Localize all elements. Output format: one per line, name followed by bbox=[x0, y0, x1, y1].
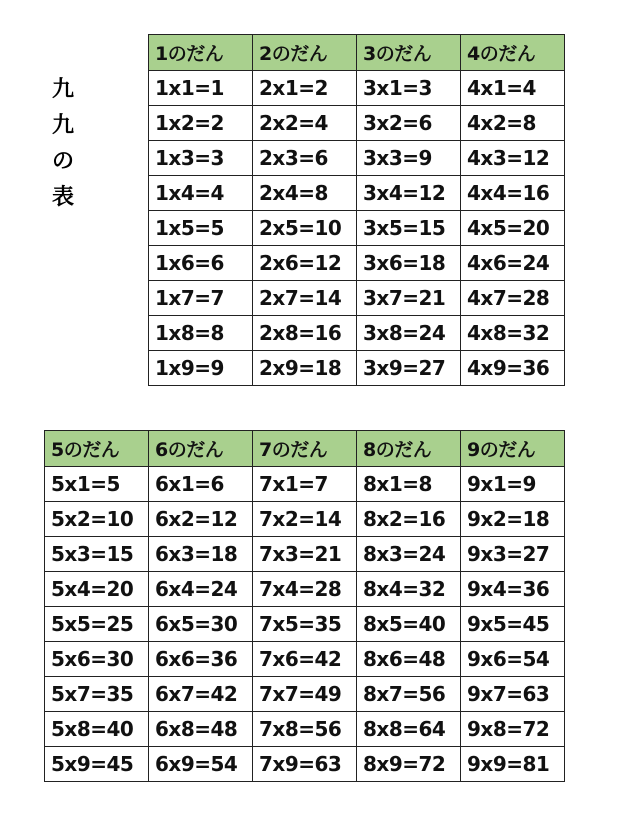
header-row bbox=[149, 35, 565, 71]
table-cell: 3x5=15 bbox=[357, 211, 461, 246]
title-char: の bbox=[51, 149, 74, 174]
table-cell: 4x8=32 bbox=[461, 316, 565, 351]
table-cell: 3x2=6 bbox=[357, 106, 461, 141]
table-cell: 2x1=2 bbox=[253, 71, 357, 106]
multiplication-table-1-to-4 bbox=[148, 34, 565, 386]
column-header: 8のだん bbox=[357, 431, 461, 467]
table-cell: 4x5=20 bbox=[461, 211, 565, 246]
table-cell: 1x2=2 bbox=[149, 106, 253, 141]
table-cell: 9x7=63 bbox=[461, 677, 565, 712]
table-cell: 2x7=14 bbox=[253, 281, 357, 316]
table-cell: 9x3=27 bbox=[461, 537, 565, 572]
table-row bbox=[45, 572, 565, 607]
table-cell: 8x7=56 bbox=[357, 677, 461, 712]
table-cell: 1x1=1 bbox=[149, 71, 253, 106]
table-cell: 9x6=54 bbox=[461, 642, 565, 677]
table-cell: 6x4=24 bbox=[149, 572, 253, 607]
table-cell: 7x9=63 bbox=[253, 747, 357, 782]
table-cell: 1x9=9 bbox=[149, 351, 253, 386]
table-cell: 2x8=16 bbox=[253, 316, 357, 351]
table-cell: 1x5=5 bbox=[149, 211, 253, 246]
table-row bbox=[149, 106, 565, 141]
table-cell: 8x1=8 bbox=[357, 467, 461, 502]
table-cell: 9x2=18 bbox=[461, 502, 565, 537]
table-cell: 6x5=30 bbox=[149, 607, 253, 642]
table-cell: 5x5=25 bbox=[45, 607, 149, 642]
table-cell: 2x6=12 bbox=[253, 246, 357, 281]
table-row bbox=[45, 607, 565, 642]
table-cell: 4x7=28 bbox=[461, 281, 565, 316]
table-cell: 3x6=18 bbox=[357, 246, 461, 281]
table-cell: 6x2=12 bbox=[149, 502, 253, 537]
table-row bbox=[45, 747, 565, 782]
column-header: 1のだん bbox=[149, 35, 253, 71]
table-cell: 7x6=42 bbox=[253, 642, 357, 677]
table-cell: 6x6=36 bbox=[149, 642, 253, 677]
table-cell: 7x5=35 bbox=[253, 607, 357, 642]
title-char: 九 bbox=[51, 113, 74, 138]
table-row bbox=[45, 467, 565, 502]
table-cell: 5x6=30 bbox=[45, 642, 149, 677]
table-cell: 5x3=15 bbox=[45, 537, 149, 572]
table-row bbox=[149, 176, 565, 211]
table-cell: 2x9=18 bbox=[253, 351, 357, 386]
table-cell: 1x7=7 bbox=[149, 281, 253, 316]
table-cell: 4x9=36 bbox=[461, 351, 565, 386]
table-cell: 9x9=81 bbox=[461, 747, 565, 782]
table-row bbox=[149, 316, 565, 351]
table-cell: 3x9=27 bbox=[357, 351, 461, 386]
table-cell: 7x3=21 bbox=[253, 537, 357, 572]
column-header: 2のだん bbox=[253, 35, 357, 71]
table-cell: 6x3=18 bbox=[149, 537, 253, 572]
table-cell: 4x1=4 bbox=[461, 71, 565, 106]
table-cell: 5x4=20 bbox=[45, 572, 149, 607]
table-row bbox=[149, 211, 565, 246]
table-cell: 9x8=72 bbox=[461, 712, 565, 747]
table-cell: 6x8=48 bbox=[149, 712, 253, 747]
multiplication-table-5-to-9 bbox=[44, 430, 565, 782]
table-cell: 6x9=54 bbox=[149, 747, 253, 782]
table-cell: 9x4=36 bbox=[461, 572, 565, 607]
header-row bbox=[45, 431, 565, 467]
table-cell: 1x3=3 bbox=[149, 141, 253, 176]
table-cell: 4x6=24 bbox=[461, 246, 565, 281]
table-row bbox=[149, 351, 565, 386]
table-cell: 4x4=16 bbox=[461, 176, 565, 211]
table-cell: 3x8=24 bbox=[357, 316, 461, 351]
table-cell: 8x2=16 bbox=[357, 502, 461, 537]
table-cell: 2x4=8 bbox=[253, 176, 357, 211]
table-cell: 5x7=35 bbox=[45, 677, 149, 712]
table-cell: 9x1=9 bbox=[461, 467, 565, 502]
table-cell: 3x7=21 bbox=[357, 281, 461, 316]
table-cell: 2x3=6 bbox=[253, 141, 357, 176]
table-cell: 8x4=32 bbox=[357, 572, 461, 607]
column-header: 4のだん bbox=[461, 35, 565, 71]
table-cell: 4x3=12 bbox=[461, 141, 565, 176]
column-header: 6のだん bbox=[149, 431, 253, 467]
table-row bbox=[45, 502, 565, 537]
table-cell: 8x3=24 bbox=[357, 537, 461, 572]
table-cell: 3x4=12 bbox=[357, 176, 461, 211]
table-cell: 8x5=40 bbox=[357, 607, 461, 642]
table-cell: 5x8=40 bbox=[45, 712, 149, 747]
table-cell: 3x1=3 bbox=[357, 71, 461, 106]
table-cell: 7x2=14 bbox=[253, 502, 357, 537]
table-cell: 5x2=10 bbox=[45, 502, 149, 537]
table-cell: 5x9=45 bbox=[45, 747, 149, 782]
column-header: 7のだん bbox=[253, 431, 357, 467]
table-cell: 6x7=42 bbox=[149, 677, 253, 712]
table-cell: 1x6=6 bbox=[149, 246, 253, 281]
table-row bbox=[149, 71, 565, 106]
table-row bbox=[45, 712, 565, 747]
table-cell: 3x3=9 bbox=[357, 141, 461, 176]
column-header: 9のだん bbox=[461, 431, 565, 467]
table-row bbox=[149, 141, 565, 176]
table-row bbox=[45, 537, 565, 572]
table-cell: 5x1=5 bbox=[45, 467, 149, 502]
title-char: 表 bbox=[51, 185, 74, 210]
table-cell: 7x7=49 bbox=[253, 677, 357, 712]
table-cell: 1x8=8 bbox=[149, 316, 253, 351]
table-cell: 6x1=6 bbox=[149, 467, 253, 502]
table-cell: 8x8=64 bbox=[357, 712, 461, 747]
column-header: 3のだん bbox=[357, 35, 461, 71]
table-cell: 8x6=48 bbox=[357, 642, 461, 677]
table-cell: 9x5=45 bbox=[461, 607, 565, 642]
table-cell: 7x1=7 bbox=[253, 467, 357, 502]
page-title bbox=[48, 72, 78, 216]
table-cell: 4x2=8 bbox=[461, 106, 565, 141]
table-row bbox=[45, 642, 565, 677]
table-cell: 7x4=28 bbox=[253, 572, 357, 607]
table-cell: 2x5=10 bbox=[253, 211, 357, 246]
table-row bbox=[149, 246, 565, 281]
column-header: 5のだん bbox=[45, 431, 149, 467]
table-cell: 8x9=72 bbox=[357, 747, 461, 782]
table-cell: 2x2=4 bbox=[253, 106, 357, 141]
table-row bbox=[45, 677, 565, 712]
table-cell: 7x8=56 bbox=[253, 712, 357, 747]
table-cell: 1x4=4 bbox=[149, 176, 253, 211]
title-char: 九 bbox=[51, 77, 74, 102]
table-row bbox=[149, 281, 565, 316]
